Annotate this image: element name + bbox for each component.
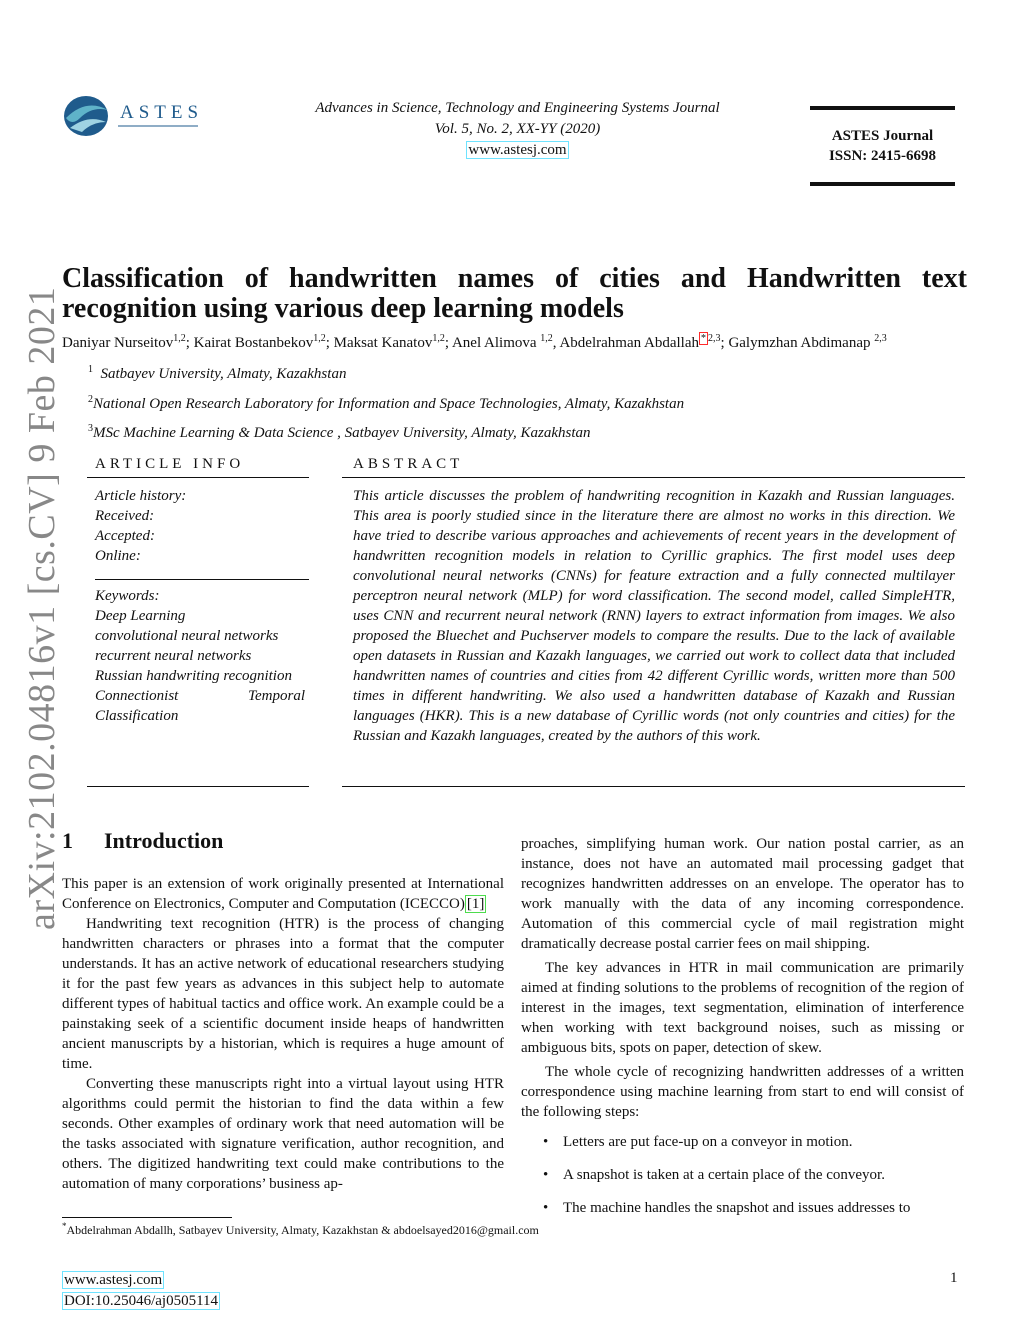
issn-number: ISSN: 2415-6698 <box>828 148 937 164</box>
keyword: Deep Learning <box>95 608 186 624</box>
author-name: Daniyar Nurseitov <box>62 335 174 351</box>
keywords-label: Keywords: <box>95 588 160 604</box>
author-name: Abdelrahman Abdallah <box>559 335 700 351</box>
affiliation-2: $^2$National Open Research Laboratory for Information and Space Technologies, Almaty, Kazakhstan <box>88 394 685 412</box>
journal-name: Advances in Science, Technology and Engineering Systems Journal <box>315 100 720 116</box>
article-info-heading: ARTICLE INFO <box>95 456 245 472</box>
paper-title: Classification of handwritten names of cities and Handwritten text recognition using various deep learning models <box>62 263 967 324</box>
divider <box>95 579 309 580</box>
keyword: recurrent neural networks <box>95 648 252 664</box>
body-column-left <box>62 874 504 1194</box>
steps-list <box>521 1132 964 1218</box>
paragraph: Handwriting text recognition (HTR) is the process of changing handwritten characters or phrases into a format that the computer understands. It has an active network of educational researchers studying it for the past few years as advances in this subject help to automate different types of habitual tactics and office work. An example could be a painstaking seek of a scientific document inside heaps of handwritten ancient manuscripts by a historian, which is requires a huge amount of time. <box>62 916 504 1072</box>
footnote-link[interactable]: * <box>701 333 707 344</box>
journal-url-link[interactable]: www.astesj.com <box>468 142 567 158</box>
body-column-right <box>521 834 964 1231</box>
journal-header <box>260 98 775 161</box>
footnote: *Abdelrahman Abdallh, Satbayev University, Almaty, Kazakhstan & abdoelsayed2016@gmail.com <box>62 1221 539 1237</box>
astes-logo <box>62 88 212 148</box>
issn-box <box>810 106 955 186</box>
divider <box>87 786 309 787</box>
paragraph: This paper is an extension of work originally presented at International Conference on Electronics, Computer and Computation (ICECCO) [1] <box>62 876 504 912</box>
footer-url-link[interactable]: www.astesj.com <box>64 1272 163 1288</box>
author-list: Daniyar Nurseitov$^{1,2}$; Kairat Bostanbekov$^{1,2}$; Maksat Kanatov$^{1,2}$; Anel Alimova $^{1,2}$, Abdelrahman Abdallah $^{* 2,3}$; Galymzhan Abdimanap $^{2,3}$ <box>62 333 887 351</box>
divider <box>342 477 965 478</box>
logo-text: ASTES <box>120 102 204 123</box>
author-name: Kairat Bostanbekov <box>193 335 314 351</box>
paragraph: The whole cycle of recognizing handwritten addresses of a written correspondence using machine learning from start to end will consist of the following steps: <box>521 1064 964 1120</box>
list-item: • Letters are put face-up on a conveyor in motion. <box>521 1132 964 1152</box>
footnote-rule <box>62 1217 232 1218</box>
paragraph: proaches, simplifying human work. Our nation postal carrier, as an instance, does not have an automated mail processing gadget that recognizes handwritten addresses on an envelope. The operator has to work manually with the data of any incoming correspondence. Automation of this commercial cycle of mail registration might dramatically decrease postal carrier fees on mail shipping. <box>521 836 964 952</box>
issn-title: ASTES Journal <box>831 128 934 144</box>
journal-volume: Vol. 5, No. 2, XX-YY (2020) <box>434 121 601 137</box>
paragraph: The key advances in HTR in mail communication are primarily aimed at finding solutions to the problems of recognition of the region of interest in the images, text segmentation, elimination of interference when working with text background noises, such as missing or ambiguous bits, spots on paper, detection of skew. <box>521 960 964 1056</box>
abstract-heading: ABSTRACT <box>353 456 464 472</box>
arxiv-side-label: arXiv:2102.04816v1 [cs.CV] 9 Feb 2021 <box>21 286 63 930</box>
keywords <box>95 586 305 726</box>
abstract-text: This article discusses the problem of handwriting recognition in Kazakh and Russian languages. This area is poorly studied since in the literature there are almost no works in this direction. We have tried to describe various approaches and achievements of recent years in the development of handwritten recognition models in relation to Cyrillic graphics. The first model uses deep convolutional neural networks (CNNs) for feature extraction and a fully connected multilayer perceptron neural network (MLP) for word classification. The second model, called SimpleHTR, uses CNN and recurrent neural network (RNN) layers to extract information from images. We also proposed the Bluechet and Puchserver models to compare the results. Due to the lack of available open datasets in Russian and Kazakh languages, we carried out work to collect data that included handwritten names of countries and cities from 42 different Cyrillic words, written more than 500 times in different handwriting. We also used a handwritten database of Kazakh and Russian languages (HKR). This is a new database of Cyrillic words (not only countries and cities) for the Russian and Kazakh languages, created by the authors of this work. <box>353 488 955 744</box>
citation-link[interactable]: [1] <box>466 896 485 912</box>
affiliation-3: $^3$MSc Machine Learning & Data Science , Satbayev University, Almaty, Kazakhstan <box>88 423 591 441</box>
page-number: 1 <box>950 1270 958 1286</box>
author-name: Anel Alimova <box>451 335 537 351</box>
author-name: Maksat Kanatov <box>333 335 433 351</box>
section-heading-introduction: 1 Introduction <box>62 828 224 853</box>
footer-links <box>62 1270 220 1312</box>
list-item: • A snapshot is taken at a certain place of the conveyor. <box>521 1165 964 1185</box>
author-name: Galymzhan Abdimanap <box>728 335 871 351</box>
doi-link[interactable]: DOI:10.25046/aj0505114 <box>64 1293 219 1309</box>
article-history: Article history: Received: Accepted: Online: <box>95 488 187 564</box>
paragraph: Converting these manuscripts right into a virtual layout using HTR algorithms could permit the historian to find the data within a few seconds. Other examples of ordinary work that need automation will be the tasks associated with signature verification, author recognition, and others. The digitized handwriting text could make contributions to the automation of many corporations’ business ap- <box>62 1076 504 1192</box>
keyword: convolutional neural networks <box>95 628 279 644</box>
affiliation-1: $^1$ Satbayev University, Almaty, Kazakhstan <box>88 364 347 382</box>
divider <box>342 786 965 787</box>
list-item: • The machine handles the snapshot and issues addresses to <box>521 1198 964 1218</box>
divider <box>87 477 309 478</box>
keyword: Connectionist Temporal Classification <box>95 688 305 724</box>
keyword: Russian handwriting recognition <box>95 668 292 684</box>
